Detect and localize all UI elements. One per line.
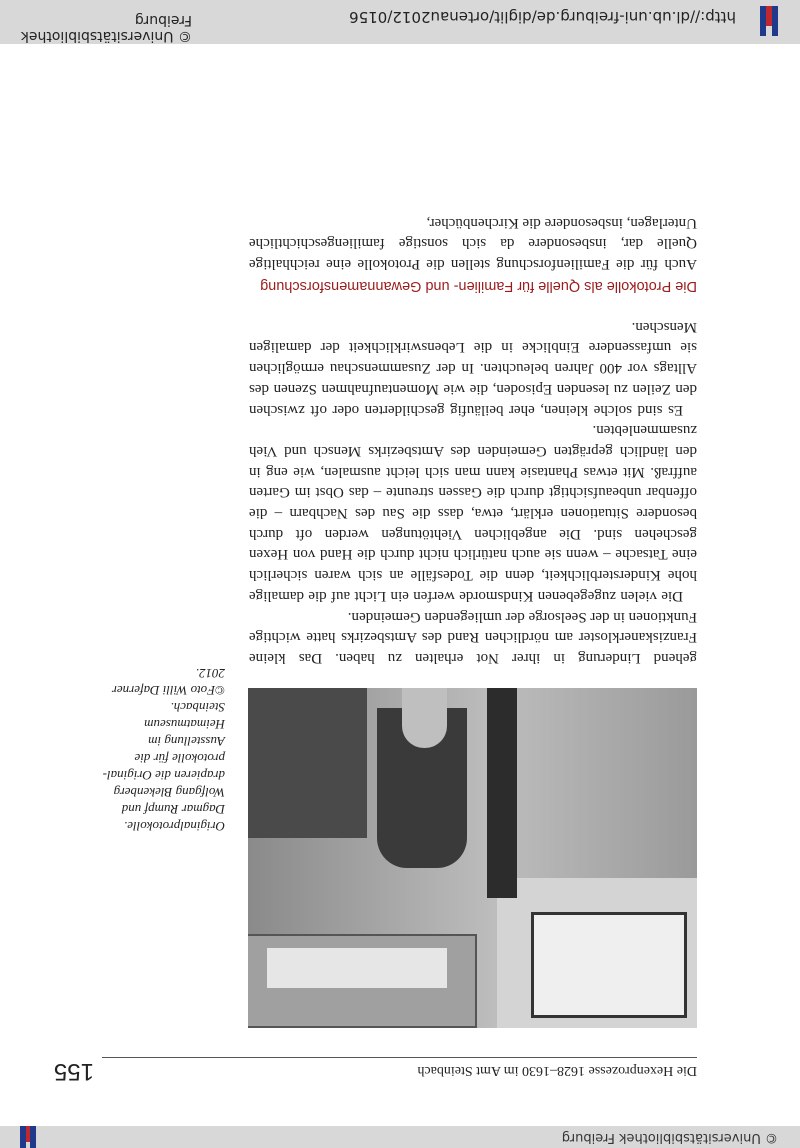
bottom-watermark-band <box>0 0 800 44</box>
paragraph-3: Es sind solche kleinen, eher beiläufig geschilderten oder oft zwischen den Zeilen zu lesenden Episoden, die wie Momentaufnahmen Szenen des Alltags vor 400 Jahren beleuchten. In der Zusammenschau ermöglichen sie umfassendere Einblicke in die Lebenswirklichkeit der damaligen Menschen. <box>249 318 697 418</box>
exhibition-photo <box>248 688 697 1028</box>
top-watermark-text: © Universitätsbibliothek Freiburg <box>561 1130 778 1145</box>
section-heading: Die Protokolle als Quelle für Familien- und Gewannamensforschung <box>260 278 697 295</box>
body-text <box>249 212 697 668</box>
photo-caption: Originalprotokolle. Dagmar Rumpf und Wolfgang Blekenberg drapieren die Original- protokolle für die Ausstellung im Heimatmuseum Steinbach. ©Foto Willi Daferner 2012. <box>102 666 225 834</box>
running-title: Die Hexenprozesse 1628–1630 im Amt Steinbach <box>417 1063 697 1078</box>
top-watermark-band <box>0 1126 800 1148</box>
paragraph-1: gehend Linderung in ihrer Not erhalten zu haben. Das kleine Franziskanerkloster am nördlichen Rand des Amtsbezirks hatte wichtige Funktionen in der Seelsorge der umliegenden Gemeinden. <box>249 608 697 666</box>
page-number: 155 <box>53 1058 94 1085</box>
library-credit: © Universitätsbibliothek Freiburg <box>20 12 192 44</box>
paragraph-2: Die vielen zugegebenen Kindsmorde werfen ein Licht auf die damalige hohe Kindersterblichkeit, denn die Todesfälle an sich waren sicherlich eine Tatsache – wenn sie auch natürlich nicht durch die Hand von Hexen geschehen sind. Die angeblichen Viehtötungen werden oft durch besondere Situationen erklärt, etwa, dass die Sau des Nachbarn – die offenbar unbeaufsichtigt durch die Gassen streunte – das Obst im Garten auffraß. Mit etwas Phantasie kann man sich leicht ausmalen, wie eng in den ländlich geprägten Gemeinden des Amtsbezirks Mensch und Vieh zusammenlebten. <box>249 422 697 604</box>
header-rule <box>102 1057 697 1058</box>
source-url: http://dl.ub.uni-freiburg.de/diglit/ortenau2012/0156 <box>349 8 736 26</box>
paragraph-4: Auch für die Familienforschung stellen die Protokolle eine reichhaltige Quelle dar, insbesondere da sich sonstige familiengeschichtliche Unterlagen, insbesondere die Kirchenbücher, <box>249 214 697 273</box>
